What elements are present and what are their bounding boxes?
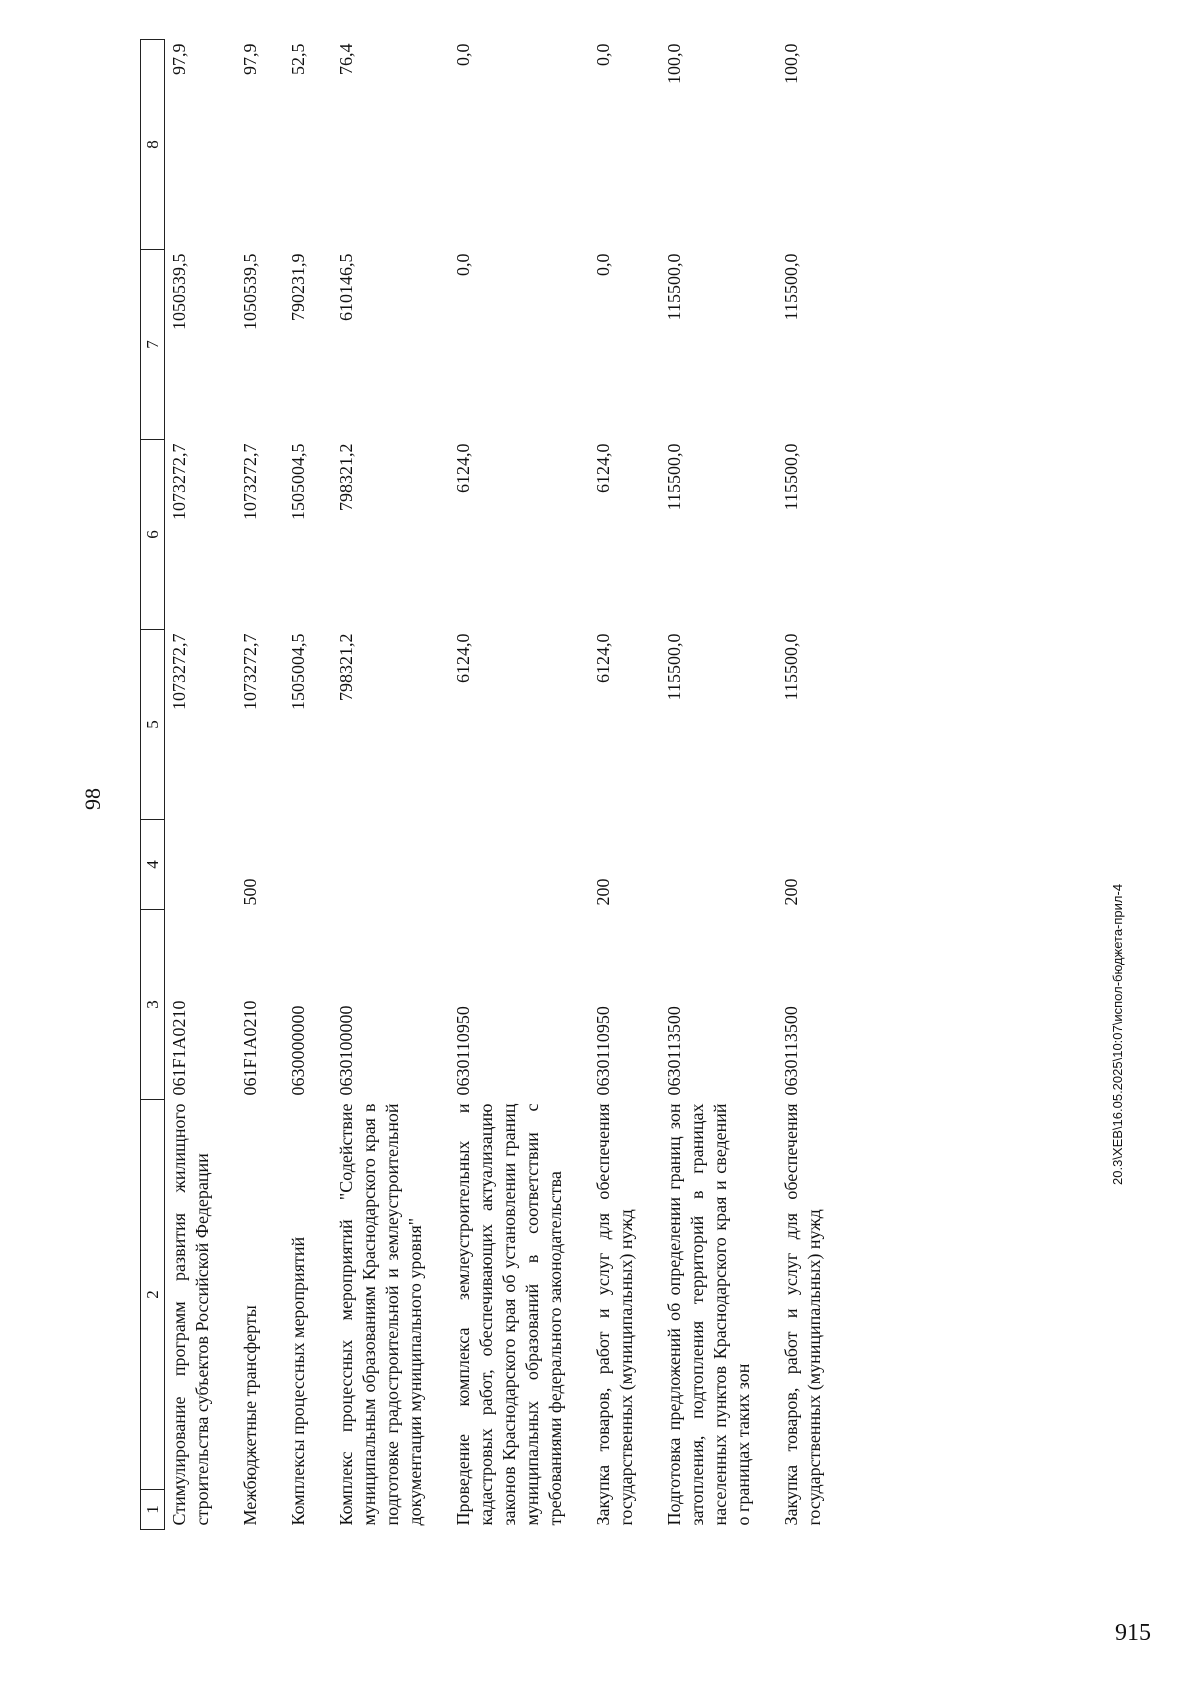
row-col7: 0,0 (453, 253, 473, 276)
table-row (660, 40, 777, 1530)
row-col5: 115500,0 (781, 633, 801, 701)
col-header: 1 (141, 1490, 165, 1530)
table-row (165, 40, 237, 1530)
row-col5: 6124,0 (593, 633, 613, 683)
col-header: 3 (141, 910, 165, 1100)
row-col8: 76,4 (336, 43, 356, 75)
row-col7: 1050539,5 (169, 253, 189, 330)
row-col5: 798321,2 (336, 633, 356, 701)
row-col6: 115500,0 (781, 443, 801, 511)
row-expense-type: 200 (781, 878, 801, 906)
row-code: 0630113500 (781, 1006, 801, 1096)
row-col5: 115500,0 (664, 633, 684, 701)
row-col5: 1073272,7 (169, 633, 189, 710)
row-code: 0630110950 (453, 1006, 473, 1096)
row-expense-type (660, 820, 777, 910)
col-header: 4 (141, 820, 165, 910)
row-expense-type (449, 820, 589, 910)
row-col8: 97,9 (169, 43, 189, 75)
table-row (236, 40, 284, 1530)
row-col8: 97,9 (240, 43, 260, 75)
row-description: Проведение комплекса землеустроительных и кадастровых работ, обеспечивающих актуализацию законов Краснодарского края об установлении границ муниципальных образований в соответствии с требованиями федерального законодательства (453, 1103, 565, 1526)
row-description: Закупка товаров, работ и услуг для обеспечения государственных (муниципальных) нужд (593, 1103, 636, 1526)
row-code: 0630000000 (288, 1005, 308, 1096)
row-description: Комплексы процессных мероприятий (288, 1236, 308, 1526)
row-col7: 0,0 (593, 253, 613, 276)
row-expense-type (165, 820, 237, 910)
row-col7: 115500,0 (781, 253, 801, 321)
table-row (284, 40, 332, 1530)
page-number: 98 (80, 788, 105, 810)
rotated-page (80, 10, 1070, 1570)
footer-code: 20.3\XEB\16.05.2025\10:07\испол-бюджета-прил-4 (1110, 883, 1125, 1185)
row-description: Межбюджетные трансферты (240, 1305, 260, 1526)
table-row (449, 40, 589, 1530)
col-header: 6 (141, 440, 165, 630)
row-description: Закупка товаров, работ и услуг для обеспечения государственных (муниципальных) нужд (781, 1103, 824, 1526)
row-col8: 0,0 (453, 43, 473, 66)
row-expense-type (332, 820, 449, 910)
row-col5: 1505004,5 (288, 633, 308, 710)
row-col5: 1073272,7 (240, 633, 260, 710)
row-expense-type: 500 (240, 878, 260, 906)
row-col7: 115500,0 (664, 253, 684, 321)
row-col8: 0,0 (593, 43, 613, 66)
sheet-number: 915 (1115, 1620, 1151, 1646)
budget-table (140, 39, 848, 1530)
row-col8: 100,0 (781, 43, 801, 84)
row-col7: 1050539,5 (240, 253, 260, 330)
row-description: Подготовка предложений об определении границ зон затопления, подтопления территорий в границах населенных пунктов Краснодарского края и сведений о границах таких зон (664, 1103, 753, 1526)
row-code: 061F1A0210 (240, 1000, 260, 1096)
row-expense-type (284, 820, 332, 910)
table-row (589, 40, 660, 1530)
row-code: 0630110950 (593, 1006, 613, 1096)
row-col7: 790231,9 (288, 253, 308, 321)
table-row (777, 40, 848, 1530)
row-code: 061F1A0210 (169, 1000, 189, 1096)
row-col5: 6124,0 (453, 633, 473, 683)
row-col6: 6124,0 (453, 443, 473, 493)
row-col6: 798321,2 (336, 443, 356, 511)
col-header: 2 (141, 1100, 165, 1490)
row-expense-type: 200 (593, 878, 613, 906)
row-col8: 52,5 (288, 43, 308, 75)
table-row (332, 40, 449, 1530)
row-col6: 1505004,5 (288, 443, 308, 520)
row-description: Комплекс процессных мероприятий "Содействие муниципальным образованиям Краснодарского края в подготовке градостроительной и землеустроительной документации муниципального уровня" (336, 1103, 425, 1526)
row-description: Стимулирование программ развития жилищного строительства субъектов Российской Федерации (169, 1103, 212, 1526)
header-row (141, 40, 165, 1530)
col-header: 8 (141, 40, 165, 250)
col-header: 7 (141, 250, 165, 440)
row-col6: 115500,0 (664, 443, 684, 511)
row-col7: 610146,5 (336, 253, 356, 321)
row-col6: 6124,0 (593, 443, 613, 493)
row-col6: 1073272,7 (240, 443, 260, 520)
row-code: 0630100000 (336, 1005, 356, 1096)
row-col6: 1073272,7 (169, 443, 189, 520)
col-header: 5 (141, 630, 165, 820)
row-code: 0630113500 (664, 1006, 684, 1096)
row-col8: 100,0 (664, 43, 684, 84)
